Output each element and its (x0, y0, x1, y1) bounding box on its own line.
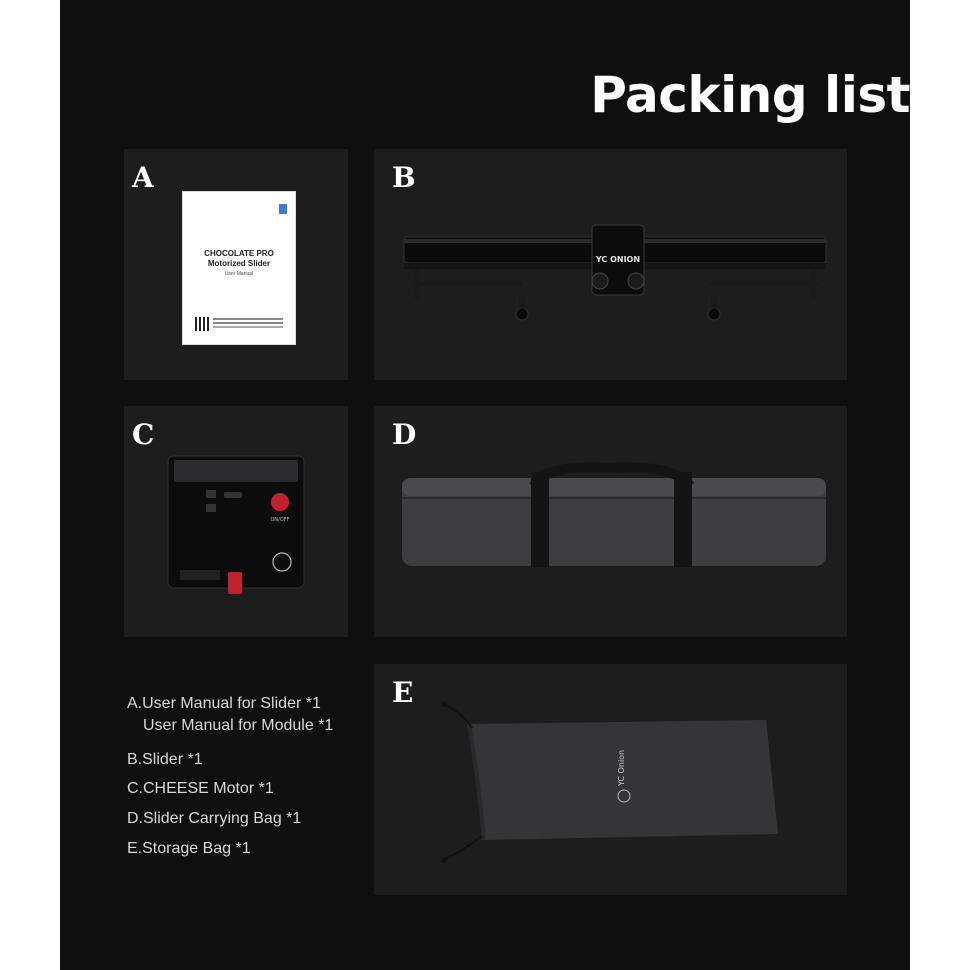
motor-button-label: ON/OFF (270, 517, 290, 523)
list-item-a2: User Manual for Module *1 (143, 717, 334, 734)
panel-letter-a: A (132, 161, 154, 194)
motor-image (124, 406, 348, 637)
list-item-a1: A.User Manual for Slider *1 (127, 695, 321, 712)
panel-carrying-bag (374, 406, 847, 637)
manual-footer-lines (213, 318, 283, 320)
slider-brand-text: YC ONION (595, 255, 641, 264)
panel-storage-bag (374, 664, 847, 895)
list-item-d: D.Slider Carrying Bag *1 (127, 810, 302, 827)
panel-user-manual (124, 149, 348, 380)
panel-letter-c: C (132, 418, 155, 451)
manual-title-line1: CHOCOLATE PRO (204, 249, 274, 258)
panel-letter-d: D (392, 418, 417, 451)
panel-letter-e: E (392, 676, 414, 709)
panel-motor (124, 406, 348, 637)
panel-slider (374, 149, 847, 380)
user-manual-image (183, 192, 295, 344)
list-item-b: B.Slider *1 (127, 751, 203, 768)
manual-title-line2: Motorized Slider (207, 259, 271, 268)
slider-image (374, 149, 847, 380)
page-title: Packing list (590, 66, 910, 124)
carrying-bag-image (374, 406, 847, 637)
storage-bag-brand-text: YC Onion (617, 749, 626, 786)
panel-letter-b: B (392, 161, 416, 194)
storage-bag-image (374, 664, 847, 895)
manual-logo-icon (279, 204, 287, 214)
manual-title-line3: User Manual (224, 271, 254, 277)
qr-code-icon (195, 317, 209, 331)
list-item-e: E.Storage Bag *1 (127, 840, 251, 857)
list-item-c: C.CHEESE Motor *1 (127, 780, 274, 797)
